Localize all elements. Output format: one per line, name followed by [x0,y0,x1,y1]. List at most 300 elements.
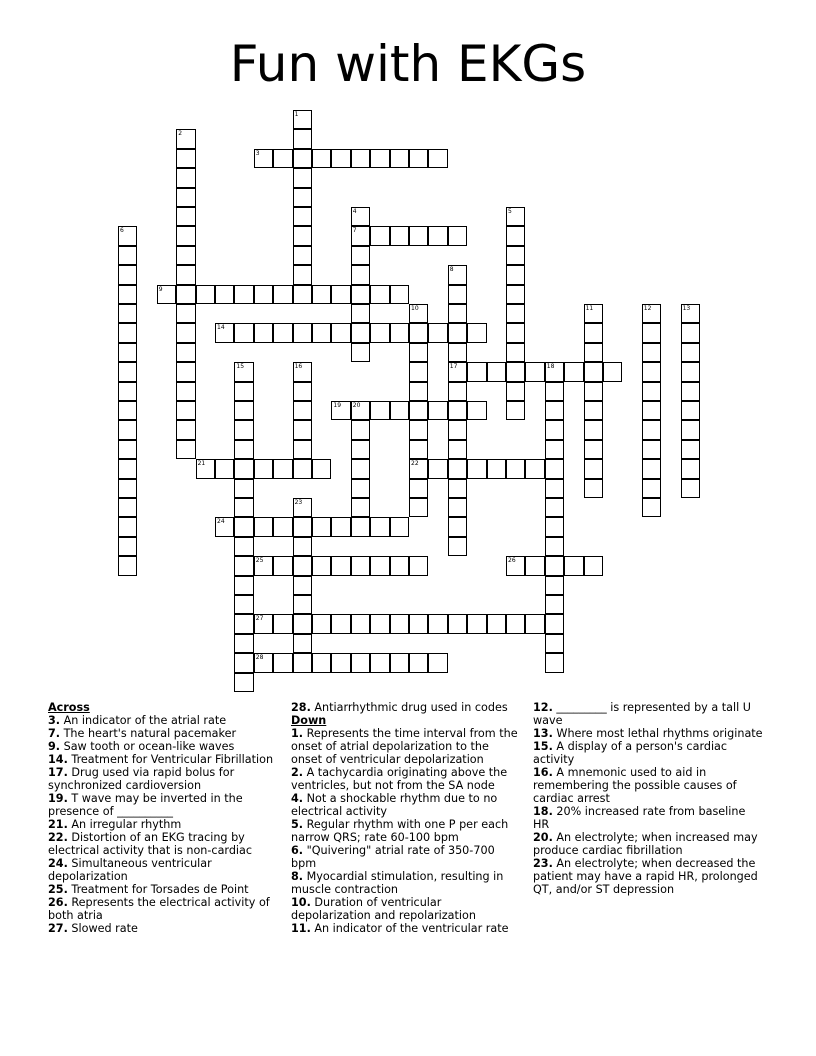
grid-cell[interactable] [409,653,428,672]
grid-cell[interactable] [293,265,312,284]
grid-cell[interactable] [370,323,389,342]
grid-cell[interactable] [409,459,428,478]
grid-cell[interactable] [176,420,195,439]
grid-cell[interactable] [564,362,583,381]
clue-item-number: 19. [48,792,68,805]
grid-cell[interactable] [312,459,331,478]
grid-cell[interactable] [293,382,312,401]
grid-cell[interactable] [331,517,350,536]
clue-number: 22 [411,460,419,468]
grid-cell[interactable] [215,459,234,478]
grid-cell[interactable] [118,479,137,498]
grid-cell[interactable] [448,459,467,478]
grid-cell[interactable] [448,537,467,556]
grid-cell[interactable] [428,459,447,478]
grid-cell[interactable] [681,304,700,323]
grid-cell[interactable] [681,459,700,478]
grid-cell[interactable] [331,556,350,575]
grid-cell[interactable] [176,401,195,420]
grid-cell[interactable] [351,304,370,323]
grid-cell[interactable] [351,459,370,478]
grid-cell[interactable] [176,149,195,168]
grid-cell[interactable] [390,614,409,633]
grid-cell[interactable] [351,517,370,536]
grid-cell[interactable] [312,653,331,672]
grid-cell[interactable] [176,343,195,362]
grid-cell[interactable] [254,323,273,342]
grid-cell[interactable] [370,285,389,304]
grid-cell[interactable] [293,614,312,633]
grid-cell[interactable] [545,653,564,672]
grid-cell[interactable] [234,285,253,304]
grid-cell[interactable] [118,401,137,420]
grid-cell[interactable] [545,614,564,633]
grid-cell[interactable] [584,556,603,575]
grid-cell[interactable] [234,440,253,459]
grid-cell[interactable] [428,614,447,633]
clue-item-text: Myocardial stimulation, resulting in muscle contraction [291,870,504,896]
grid-cell[interactable] [506,226,525,245]
grid-cell[interactable] [234,323,253,342]
grid-cell[interactable] [176,207,195,226]
grid-cell[interactable] [642,382,661,401]
grid-cell[interactable] [293,595,312,614]
grid-cell[interactable] [293,207,312,226]
grid-cell[interactable] [545,517,564,536]
grid-cell[interactable] [584,304,603,323]
grid-cell[interactable] [409,498,428,517]
grid-cell[interactable] [351,401,370,420]
grid-cell[interactable] [118,459,137,478]
grid-cell[interactable] [487,614,506,633]
grid-cell[interactable] [584,401,603,420]
clue-item [48,753,278,766]
grid-cell[interactable] [234,362,253,381]
grid-cell[interactable] [545,595,564,614]
grid-cell[interactable] [293,459,312,478]
grid-cell[interactable] [234,595,253,614]
grid-cell[interactable] [157,285,176,304]
grid-cell[interactable] [506,246,525,265]
grid-cell[interactable] [176,323,195,342]
grid-cell[interactable] [584,479,603,498]
grid-cell[interactable] [448,498,467,517]
clue-item [48,922,278,935]
clue-item-text: Where most lethal rhythms originate [552,727,763,740]
grid-cell[interactable] [234,614,253,633]
grid-cell[interactable] [293,440,312,459]
grid-cell[interactable] [293,420,312,439]
grid-cell[interactable] [293,401,312,420]
grid-cell[interactable] [312,517,331,536]
grid-cell[interactable] [525,556,544,575]
grid-cell[interactable] [176,129,195,148]
grid-cell[interactable] [584,362,603,381]
clue-item-number: 26. [48,896,68,909]
grid-cell[interactable] [273,285,292,304]
clue-item-text: _________ is represented by a tall U wave [533,701,751,727]
grid-cell[interactable] [409,479,428,498]
grid-cell[interactable] [234,517,253,536]
clue-item-text: A mnemonic used to aid in remembering the possible causes of cardiac arrest [533,766,737,805]
grid-cell[interactable] [545,459,564,478]
grid-cell[interactable] [118,226,137,245]
grid-cell[interactable] [234,576,253,595]
clue-item [291,870,523,896]
grid-cell[interactable] [506,401,525,420]
grid-cell[interactable] [196,285,215,304]
grid-cell[interactable] [273,323,292,342]
grid-cell[interactable] [254,149,273,168]
grid-cell[interactable] [545,634,564,653]
grid-cell[interactable] [351,479,370,498]
grid-cell[interactable] [681,440,700,459]
grid-cell[interactable] [545,498,564,517]
grid-cell[interactable] [351,265,370,284]
grid-cell[interactable] [351,285,370,304]
grid-cell[interactable] [681,420,700,439]
grid-cell[interactable] [254,614,273,633]
grid-cell[interactable] [409,343,428,362]
grid-cell[interactable] [681,343,700,362]
clue-item-number: 28. [291,701,311,714]
grid-cell[interactable] [351,246,370,265]
grid-cell[interactable] [312,323,331,342]
grid-cell[interactable] [506,207,525,226]
grid-cell[interactable] [293,285,312,304]
grid-cell[interactable] [312,285,331,304]
grid-cell[interactable] [390,401,409,420]
grid-cell[interactable] [525,614,544,633]
grid-cell[interactable] [312,614,331,633]
grid-cell[interactable] [293,517,312,536]
grid-cell[interactable] [448,440,467,459]
grid-cell[interactable] [525,362,544,381]
grid-cell[interactable] [448,362,467,381]
grid-cell[interactable] [293,149,312,168]
grid-cell[interactable] [584,459,603,478]
grid-cell[interactable] [525,459,544,478]
grid-cell[interactable] [273,517,292,536]
grid-cell[interactable] [390,285,409,304]
grid-cell[interactable] [448,382,467,401]
grid-cell[interactable] [293,634,312,653]
grid-cell[interactable] [234,673,253,692]
grid-cell[interactable] [545,401,564,420]
clue-item-number: 7. [48,727,61,740]
grid-cell[interactable] [370,401,389,420]
grid-cell[interactable] [273,149,292,168]
grid-cell[interactable] [409,362,428,381]
grid-cell[interactable] [506,265,525,284]
grid-cell[interactable] [390,149,409,168]
grid-cell[interactable] [409,304,428,323]
grid-cell[interactable] [428,653,447,672]
grid-cell[interactable] [642,401,661,420]
grid-cell[interactable] [293,537,312,556]
grid-cell[interactable] [642,343,661,362]
grid-cell[interactable] [409,440,428,459]
grid-cell[interactable] [584,323,603,342]
clue-item-number: 25. [48,883,68,896]
grid-cell[interactable] [176,188,195,207]
grid-cell[interactable] [642,420,661,439]
grid-cell[interactable] [409,614,428,633]
grid-cell[interactable] [118,246,137,265]
grid-cell[interactable] [584,343,603,362]
grid-cell[interactable] [506,304,525,323]
grid-cell[interactable] [351,498,370,517]
grid-cell[interactable] [176,226,195,245]
grid-cell[interactable] [681,323,700,342]
grid-cell[interactable] [370,556,389,575]
clue-item-number: 13. [533,727,553,740]
grid-cell[interactable] [642,304,661,323]
grid-cell[interactable] [409,420,428,439]
grid-cell[interactable] [467,459,486,478]
grid-cell[interactable] [176,168,195,187]
grid-cell[interactable] [545,362,564,381]
grid-cell[interactable] [584,440,603,459]
grid-cell[interactable] [681,479,700,498]
clue-item [533,727,765,740]
grid-cell[interactable] [215,323,234,342]
clue-item-number: 16. [533,766,553,779]
grid-cell[interactable] [351,226,370,245]
grid-cell[interactable] [448,343,467,362]
grid-cell[interactable] [448,479,467,498]
grid-cell[interactable] [176,285,195,304]
grid-cell[interactable] [351,343,370,362]
across-clue-list [48,714,278,935]
grid-cell[interactable] [390,517,409,536]
grid-cell[interactable] [176,246,195,265]
grid-cell[interactable] [351,420,370,439]
grid-cell[interactable] [293,188,312,207]
grid-cell[interactable] [448,226,467,245]
clue-item [533,766,765,805]
grid-cell[interactable] [467,614,486,633]
grid-cell[interactable] [118,517,137,536]
clue-item-text: Represents the time interval from the onset of atrial depolarization to the onset of ventricular depolarization [291,727,518,766]
grid-cell[interactable] [545,420,564,439]
grid-cell[interactable] [293,362,312,381]
grid-cell[interactable] [118,362,137,381]
grid-cell[interactable] [584,382,603,401]
grid-cell[interactable] [467,401,486,420]
grid-cell[interactable] [467,323,486,342]
grid-cell[interactable] [370,149,389,168]
grid-cell[interactable] [448,517,467,536]
grid-cell[interactable] [409,382,428,401]
grid-cell[interactable] [118,556,137,575]
grid-cell[interactable] [312,556,331,575]
grid-cell[interactable] [428,149,447,168]
grid-cell[interactable] [545,556,564,575]
grid-cell[interactable] [642,459,661,478]
grid-cell[interactable] [176,265,195,284]
grid-cell[interactable] [390,323,409,342]
grid-cell[interactable] [448,614,467,633]
grid-cell[interactable] [487,459,506,478]
grid-cell[interactable] [254,556,273,575]
grid-cell[interactable] [293,168,312,187]
grid-cell[interactable] [448,285,467,304]
clue-item-number: 3. [48,714,61,727]
grid-cell[interactable] [409,323,428,342]
grid-cell[interactable] [506,382,525,401]
grid-cell[interactable] [234,459,253,478]
grid-cell[interactable] [370,517,389,536]
grid-cell[interactable] [642,362,661,381]
grid-cell[interactable] [176,382,195,401]
grid-cell[interactable] [331,401,350,420]
grid-cell[interactable] [409,226,428,245]
grid-cell[interactable] [390,556,409,575]
grid-cell[interactable] [351,556,370,575]
grid-cell[interactable] [293,246,312,265]
grid-cell[interactable] [331,614,350,633]
grid-cell[interactable] [254,517,273,536]
grid-cell[interactable] [642,323,661,342]
grid-cell[interactable] [312,149,331,168]
grid-cell[interactable] [293,110,312,129]
grid-cell[interactable] [273,614,292,633]
grid-cell[interactable] [545,537,564,556]
grid-cell[interactable] [293,129,312,148]
clue-item-text: An irregular rhythm [67,818,182,831]
grid-cell[interactable] [254,459,273,478]
grid-cell[interactable] [351,149,370,168]
grid-cell[interactable] [118,537,137,556]
grid-cell[interactable] [642,498,661,517]
grid-cell[interactable] [293,556,312,575]
clue-item-text: 20% increased rate from baseline HR [533,805,746,831]
grid-cell[interactable] [176,362,195,381]
grid-cell[interactable] [506,343,525,362]
grid-cell[interactable] [467,362,486,381]
grid-cell[interactable] [409,401,428,420]
grid-cell[interactable] [293,576,312,595]
grid-cell[interactable] [351,653,370,672]
grid-cell[interactable] [448,304,467,323]
grid-cell[interactable] [118,304,137,323]
grid-cell[interactable] [234,382,253,401]
grid-cell[interactable] [234,401,253,420]
grid-cell[interactable] [681,401,700,420]
clue-item [291,701,523,714]
grid-cell[interactable] [118,382,137,401]
grid-cell[interactable] [234,479,253,498]
grid-cell[interactable] [351,323,370,342]
grid-cell[interactable] [331,149,350,168]
grid-cell[interactable] [506,323,525,342]
grid-cell[interactable] [584,420,603,439]
grid-cell[interactable] [681,362,700,381]
grid-cell[interactable] [293,653,312,672]
grid-cell[interactable] [390,653,409,672]
grid-cell[interactable] [506,459,525,478]
grid-cell[interactable] [176,440,195,459]
grid-cell[interactable] [448,420,467,439]
grid-cell[interactable] [118,343,137,362]
grid-cell[interactable] [215,285,234,304]
grid-cell[interactable] [409,149,428,168]
grid-cell[interactable] [545,576,564,595]
grid-cell[interactable] [428,226,447,245]
grid-cell[interactable] [370,653,389,672]
grid-cell[interactable] [234,556,253,575]
grid-cell[interactable] [506,285,525,304]
grid-cell[interactable] [273,459,292,478]
grid-cell[interactable] [196,459,215,478]
grid-cell[interactable] [642,440,661,459]
grid-cell[interactable] [448,265,467,284]
grid-cell[interactable] [118,265,137,284]
grid-cell[interactable] [118,285,137,304]
grid-cell[interactable] [331,285,350,304]
grid-cell[interactable] [448,401,467,420]
grid-cell[interactable] [331,323,350,342]
grid-cell[interactable] [370,614,389,633]
grid-cell[interactable] [545,440,564,459]
grid-cell[interactable] [681,382,700,401]
grid-cell[interactable] [234,653,253,672]
clue-item [291,792,523,818]
grid-cell[interactable] [215,517,234,536]
grid-cell[interactable] [545,479,564,498]
grid-cell[interactable] [506,556,525,575]
down-heading: Down [291,714,327,727]
grid-cell[interactable] [234,498,253,517]
grid-cell[interactable] [293,226,312,245]
grid-cell[interactable] [293,498,312,517]
grid-cell[interactable] [642,479,661,498]
grid-cell[interactable] [351,614,370,633]
grid-cell[interactable] [234,420,253,439]
grid-cell[interactable] [118,440,137,459]
grid-cell[interactable] [545,382,564,401]
grid-cell[interactable] [293,323,312,342]
grid-cell[interactable] [351,207,370,226]
grid-cell[interactable] [331,653,350,672]
grid-cell[interactable] [118,420,137,439]
grid-cell[interactable] [254,285,273,304]
grid-cell[interactable] [351,440,370,459]
grid-cell[interactable] [254,653,273,672]
grid-cell[interactable] [234,537,253,556]
grid-cell[interactable] [370,226,389,245]
grid-cell[interactable] [428,401,447,420]
grid-cell[interactable] [176,304,195,323]
grid-cell[interactable] [273,653,292,672]
grid-cell[interactable] [448,323,467,342]
grid-cell[interactable] [409,556,428,575]
grid-cell[interactable] [118,323,137,342]
grid-cell[interactable] [118,498,137,517]
grid-cell[interactable] [273,556,292,575]
clue-item-number: 18. [533,805,553,818]
clue-item [48,766,278,792]
grid-cell[interactable] [564,556,583,575]
grid-cell[interactable] [428,323,447,342]
grid-cell[interactable] [390,226,409,245]
grid-cell[interactable] [487,362,506,381]
grid-cell[interactable] [506,362,525,381]
grid-cell[interactable] [506,614,525,633]
grid-cell[interactable] [603,362,622,381]
grid-cell[interactable] [234,634,253,653]
